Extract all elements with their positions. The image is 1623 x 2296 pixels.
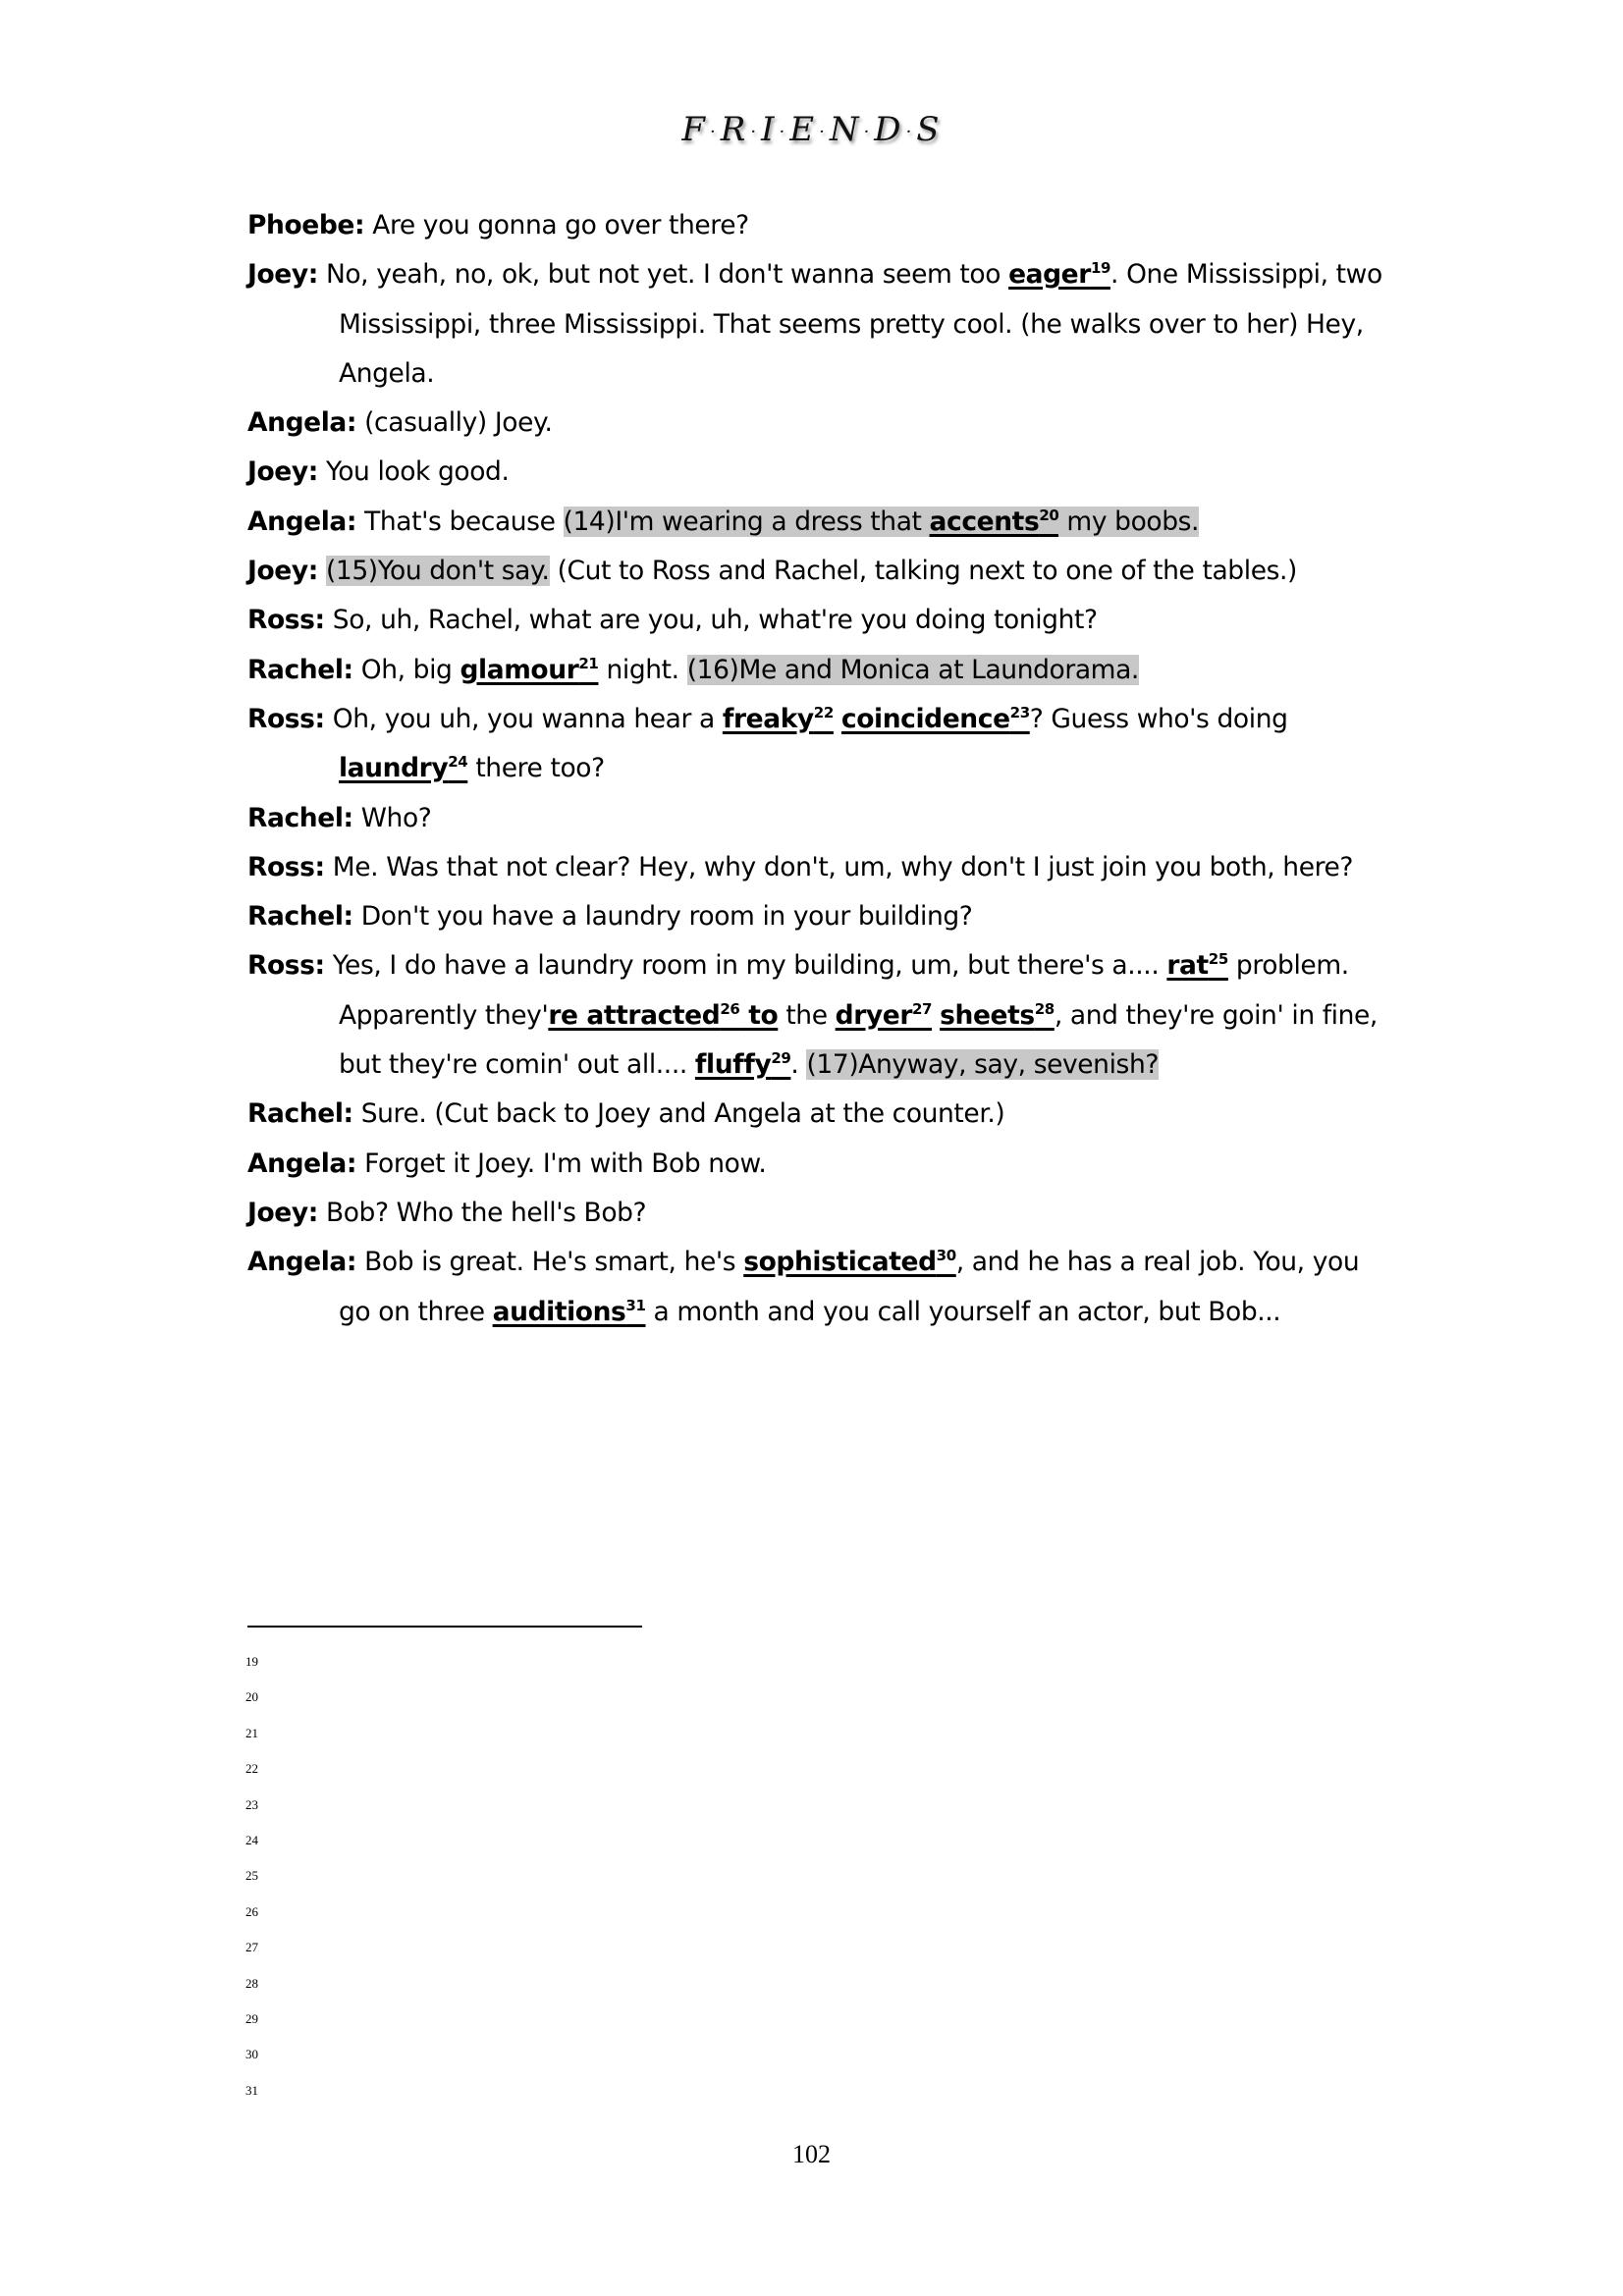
dialogue-text xyxy=(325,950,1167,981)
dialogue-line xyxy=(247,250,1391,399)
dialogue-line xyxy=(247,695,1391,794)
speaker-name: Ross: xyxy=(247,851,325,882)
segment-text: . xyxy=(790,1049,807,1081)
dialogue-line xyxy=(247,892,1391,941)
segment-text: . One Mississippi, two Mississippi, three Mississippi. That seems pretty cool. (he walks over to her) Hey, Angela. xyxy=(339,259,1382,389)
dialogue-line xyxy=(247,1189,1391,1238)
logo-dot: · xyxy=(819,121,827,142)
footnote-ref[interactable]: 31 xyxy=(625,1296,646,1314)
logo-letter: I xyxy=(761,110,777,149)
footnote-ref[interactable]: 24 xyxy=(448,753,468,772)
highlighted-text xyxy=(687,655,1139,685)
footnote-ref[interactable]: 23 xyxy=(1009,704,1030,722)
segment-text: Bob is great. He's smart, he's xyxy=(356,1247,744,1278)
segment-text: ? Guess who's doing xyxy=(1029,703,1288,734)
logo-letter: N xyxy=(829,110,861,149)
footnote-number: 28 xyxy=(245,1975,258,1991)
segment-text xyxy=(318,556,326,586)
segment-text: to xyxy=(739,999,779,1031)
footnote-ref[interactable]: 27 xyxy=(912,999,933,1018)
dialogue-line xyxy=(247,399,1391,448)
dialogue-text xyxy=(646,1297,1281,1327)
segment-text: Forget it Joey. I'm with Bob now. xyxy=(356,1148,767,1179)
dialogue-text xyxy=(778,1000,835,1031)
footnote-number: 27 xyxy=(245,1940,258,1955)
dialogue-line xyxy=(247,646,1391,695)
segment-text: accents xyxy=(929,506,1040,537)
segment-text: my boobs. xyxy=(1058,506,1200,537)
segment-text: (14)I'm wearing a dress that xyxy=(563,506,930,537)
logo-letter: D xyxy=(874,110,903,149)
segment-text: Oh, you uh, you wanna hear a xyxy=(324,703,723,734)
segment-text: You look good. xyxy=(317,456,510,488)
dialogue-text xyxy=(356,507,563,537)
speaker-name: Angela: xyxy=(247,1148,357,1179)
dialogue-text xyxy=(790,1049,806,1080)
dialogue-text xyxy=(318,259,1008,290)
footnote-number: 19 xyxy=(245,1654,258,1669)
footnote-number: 29 xyxy=(245,2011,258,2027)
footnote-ref[interactable]: 30 xyxy=(936,1247,956,1265)
dialogue-line xyxy=(247,843,1391,892)
segment-text: (16)Me and Monica at Laundorama. xyxy=(686,654,1139,685)
segment-text xyxy=(834,704,841,734)
vocab-word xyxy=(930,507,1059,537)
footnote-ref[interactable]: 25 xyxy=(1208,950,1228,969)
speaker-name: Joey: xyxy=(247,556,318,587)
footnote-number: 24 xyxy=(245,1833,258,1848)
speaker-name: Joey: xyxy=(247,456,318,488)
dialogue-line xyxy=(247,498,1391,547)
dialogue-line xyxy=(247,201,1391,250)
segment-text: Yes, I do have a laundry room in my building, um, but there's a.... xyxy=(324,950,1167,982)
footnote-number: 20 xyxy=(245,1689,258,1705)
segment-text: glamour xyxy=(460,654,579,685)
speaker-name: Ross: xyxy=(247,605,325,636)
dialogue-text xyxy=(1030,704,1288,734)
segment-text: Bob? Who the hell's Bob? xyxy=(317,1197,647,1228)
footnote-number: 26 xyxy=(245,1903,258,1919)
segment-text: eager xyxy=(1008,259,1091,291)
footnotes xyxy=(245,1644,258,2109)
footnote-separator xyxy=(247,1626,642,1628)
segment-text: sophisticated xyxy=(743,1247,937,1278)
logo-dot: · xyxy=(779,121,787,142)
dialogue-text xyxy=(318,456,510,487)
segment-text: Don't you have a laundry room in your building? xyxy=(352,901,973,933)
highlighted-text xyxy=(806,1049,1159,1080)
footnote-ref[interactable]: 28 xyxy=(1034,999,1055,1018)
vocab-word xyxy=(339,753,467,783)
segment-text: auditions xyxy=(492,1296,626,1327)
segment-text: problem. Apparently they' xyxy=(339,950,1349,1031)
segment-text: (15)You don't say. xyxy=(325,556,550,587)
vocab-word xyxy=(460,655,598,685)
segment-text: Oh, big xyxy=(352,654,460,685)
dialogue-text xyxy=(318,556,326,586)
dialogue-line xyxy=(247,1238,1391,1337)
dialogue-line xyxy=(247,794,1391,843)
logo-dot: · xyxy=(863,121,872,142)
highlighted-text xyxy=(1058,507,1199,537)
segment-text: re attracted xyxy=(548,999,721,1031)
footnote-number: 31 xyxy=(245,2082,258,2098)
dialogue-line xyxy=(247,941,1391,1090)
logo-dot: · xyxy=(905,121,914,142)
logo-dot: · xyxy=(750,121,759,142)
dialogue-text xyxy=(932,1000,940,1031)
segment-text: a month and you call yourself an actor, but Bob... xyxy=(645,1296,1281,1327)
vocab-word xyxy=(723,704,834,734)
speaker-name: Rachel: xyxy=(247,802,353,833)
vocab-word xyxy=(841,704,1030,734)
dialogue-text xyxy=(364,210,749,240)
dialogue-line xyxy=(247,547,1391,596)
footnote-ref[interactable]: 21 xyxy=(578,654,599,672)
dialogue-text xyxy=(834,704,841,734)
dialogue-line xyxy=(247,448,1391,497)
segment-text: the xyxy=(778,999,836,1031)
dialogue-line xyxy=(247,1140,1391,1189)
segment-text: Me. Was that not clear? Hey, why don't, um, why don't I just join you both, here? xyxy=(324,851,1354,882)
footnote-ref[interactable]: 20 xyxy=(1039,506,1059,524)
dialogue-text xyxy=(356,1148,766,1179)
segment-text: So, uh, Rachel, what are you, uh, what're you doing tonight? xyxy=(324,605,1098,636)
vocab-word xyxy=(836,1000,932,1031)
logo-letter: S xyxy=(916,110,942,149)
dialogue-text xyxy=(467,753,604,783)
speaker-name: Angela: xyxy=(247,407,357,439)
dialogue-text xyxy=(353,901,973,932)
footnote-number: 22 xyxy=(245,1761,258,1777)
footnote-ref[interactable]: 26 xyxy=(720,999,740,1018)
speaker-name: Phoebe: xyxy=(247,210,365,240)
speaker-name: Ross: xyxy=(247,703,325,734)
segment-text: there too? xyxy=(467,753,605,784)
friends-logo xyxy=(0,110,1623,149)
segment-text: laundry xyxy=(339,753,449,784)
footnote-ref[interactable]: 19 xyxy=(1090,259,1111,278)
segment-text: (17)Anyway, say, sevenish? xyxy=(806,1049,1160,1081)
footnote-number: 25 xyxy=(245,1868,258,1884)
footnote-ref[interactable]: 29 xyxy=(771,1049,791,1068)
vocab-word xyxy=(739,1000,778,1031)
segment-text: , and he has a real job. You, you go on three xyxy=(339,1247,1360,1327)
dialogue-text xyxy=(353,655,460,685)
vocab-word xyxy=(743,1247,956,1277)
segment-text: dryer xyxy=(835,999,912,1031)
dialogue-text xyxy=(325,605,1098,635)
dialogue-line xyxy=(247,596,1391,645)
page-number: 102 xyxy=(792,2140,831,2168)
dialogue-line xyxy=(247,1090,1391,1139)
segment-text: (casually) Joey. xyxy=(356,407,553,439)
segment-text xyxy=(932,1000,940,1031)
dialogue-text xyxy=(318,1198,646,1228)
speaker-name: Rachel: xyxy=(247,654,353,685)
footnote-number: 30 xyxy=(245,2047,258,2062)
footnote-number: 23 xyxy=(245,1796,258,1812)
vocab-word xyxy=(1008,259,1110,290)
segment-text: Are you gonna go over there? xyxy=(364,210,749,240)
vocab-word xyxy=(1166,950,1228,981)
vocab-word xyxy=(940,1000,1055,1031)
vocab-word xyxy=(695,1049,791,1080)
dialogue-text xyxy=(598,655,686,685)
dialogue-text xyxy=(353,803,432,833)
logo-letter: E xyxy=(789,110,817,149)
segment-text: rat xyxy=(1166,950,1209,982)
vocab-word xyxy=(493,1297,646,1327)
dialogue-text xyxy=(356,407,552,438)
dialogue-text xyxy=(356,1247,743,1277)
logo-dot: · xyxy=(710,121,718,142)
segment-text: fluffy xyxy=(694,1049,772,1081)
speaker-name: Joey: xyxy=(247,259,318,291)
dialogue-text xyxy=(353,1098,1005,1129)
dialogue-text xyxy=(550,556,1297,586)
footnote-number: 21 xyxy=(245,1725,258,1740)
highlighted-text xyxy=(564,507,930,537)
segment-text: night. xyxy=(598,654,687,685)
footnote-ref[interactable]: 22 xyxy=(813,704,834,722)
segment-text: (Cut to Ross and Rachel, talking next to one of the tables.) xyxy=(549,556,1297,587)
speaker-name: Rachel: xyxy=(247,901,353,933)
speaker-name: Angela: xyxy=(247,1247,357,1278)
segment-text: That's because xyxy=(356,506,564,537)
dialogue-text xyxy=(325,704,723,734)
segment-text: Sure. (Cut back to Joey and Angela at the counter.) xyxy=(352,1098,1005,1130)
logo-letter: F xyxy=(681,110,707,149)
dialogue-text xyxy=(325,852,1353,882)
speaker-name: Rachel: xyxy=(247,1098,353,1130)
speaker-name: Angela: xyxy=(247,506,357,537)
segment-text: Who? xyxy=(352,802,432,833)
segment-text: freaky xyxy=(722,703,814,734)
speaker-name: Ross: xyxy=(247,950,325,982)
segment-text: coincidence xyxy=(840,703,1010,734)
segment-text: No, yeah, no, ok, but not yet. I don't wanna seem too xyxy=(317,259,1009,291)
logo-letter: R xyxy=(720,110,748,149)
vocab-word xyxy=(548,1000,739,1031)
speaker-name: Joey: xyxy=(247,1197,318,1228)
segment-text: sheets xyxy=(940,999,1035,1031)
highlighted-text xyxy=(326,556,550,586)
script-body xyxy=(247,201,1391,1337)
segment-text: , and they're goin' in fine, but they're comin' out all.... xyxy=(339,999,1378,1081)
